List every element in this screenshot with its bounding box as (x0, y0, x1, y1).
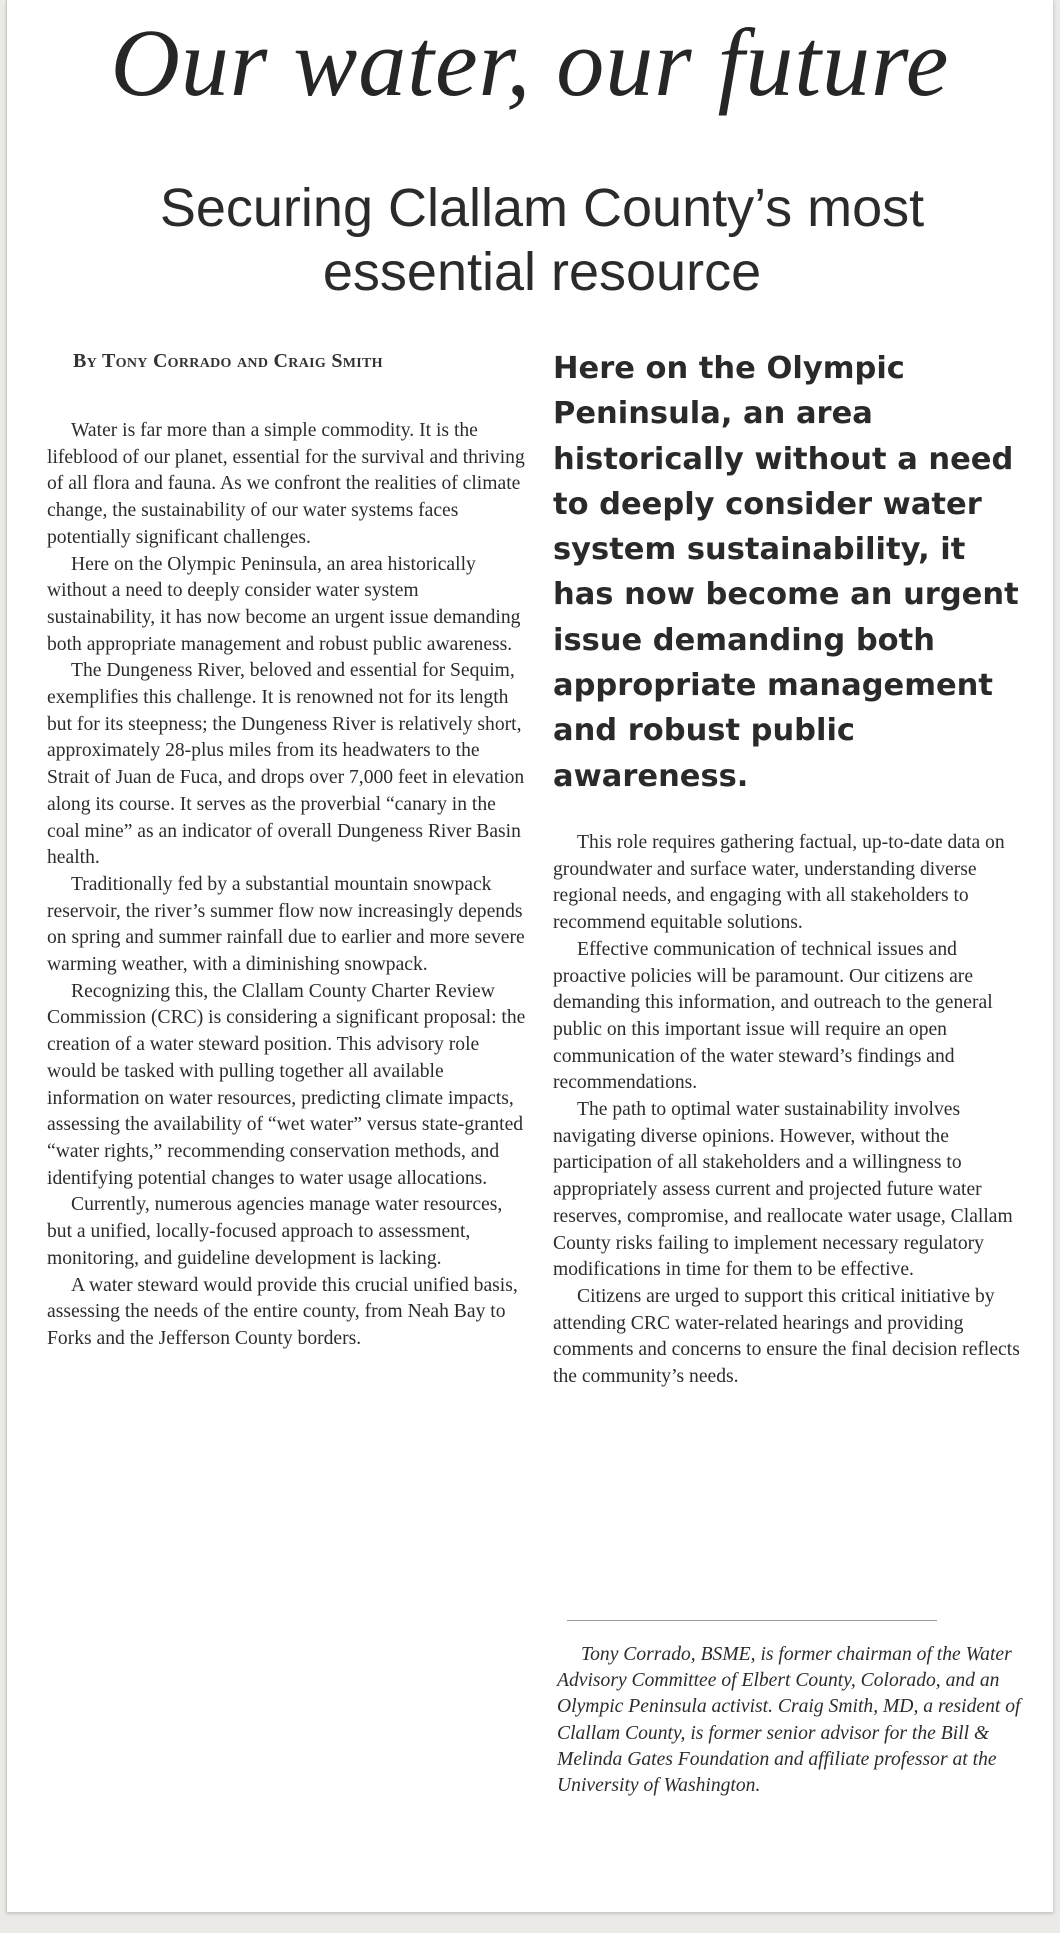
right-column (553, 830, 1028, 1391)
pull-quote: Here on the Olympic Peninsula, an area historically without a need to deeply consider water system sustainability, it has now become an urgent issue demanding both appropriate management and robust public awareness. (553, 351, 1019, 794)
paragraph: Water is far more than a simple commodity. It is the lifeblood of our planet, essential for the survival and thriving of all flora and fauna. As we confront the realities of climate change, the sustainability of our water systems faces potentially significant challenges. (47, 420, 525, 548)
paragraph: The path to optimal water sustainability involves navigating diverse opinions. However, without the participation of all stakeholders and a willingness to appropriately assess current and projected future water reserves, compromise, and reallocate water usage, Clallam County risks failing to implement necessary regulatory modifications in time for them to be effective. (553, 1099, 1013, 1281)
bio-divider (567, 1620, 937, 1621)
subheadline: Securing Clallam County’s most essential resource (159, 178, 925, 302)
newspaper-page (6, 0, 1054, 1912)
paragraph: Currently, numerous agencies manage water resources, but a unified, locally-focused approach to assessment, monitoring, and guideline development is lacking. (47, 1194, 503, 1269)
paragraph: Traditionally fed by a substantial mountain snowpack reservoir, the river’s summer flow now increasingly depends on spring and summer rainfall due to earlier and more severe warming weather, with a diminishing snowpack. (47, 873, 525, 976)
paragraph: A water steward would provide this crucial unified basis, assessing the needs of the entire county, from Neah Bay to Forks and the Jefferson County borders. (47, 1274, 518, 1349)
paragraph: Recognizing this, the Clallam County Charter Review Commission (CRC) is considering a significant proposal: the creation of a water steward position. This advisory role would be tasked with pulling together all available information on water resources, predicting climate impacts, assessing the availability of “wet water” versus state-granted “water rights,” recommending conservation methods, and identifying potential changes to water usage allocations. (47, 980, 526, 1189)
paragraph: Here on the Olympic Peninsula, an area historically without a need to deeply consider water system sustainability, it has now become an urgent issue demanding both appropriate management and robust public awareness. (47, 553, 521, 655)
paragraph: The Dungeness River, beloved and essential for Sequim, exemplifies this challenge. It is renowned not for its length but for its steepness; the Dungeness River is relatively short, approximately 28-plus miles from its headwaters to the Strait of Juan de Fuca, and drops over 7,000 feet in elevation along its course. It serves as the proverbial “canary in the coal mine” as an indicator of overall Dungeness River Basin health. (47, 660, 525, 869)
byline: By Tony Corrado and Craig Smith (73, 350, 383, 372)
paragraph: This role requires gathering factual, up-to-date data on groundwater and surface water, understanding diverse regional needs, and engaging with all stakeholders to recommend equitable solutions. (553, 832, 1005, 934)
left-column (47, 418, 526, 1353)
headline: Our water, our future (110, 9, 950, 116)
author-bio: Tony Corrado, BSME, is former chairman of the Water Advisory Committee of Elbert County, Colorado, and an Olympic Peninsula activist. Craig Smith, MD, a resident of Clallam County, is former senior advisor for the Bill & Melinda Gates Foundation and affiliate professor at the University of Washington. (557, 1644, 1021, 1797)
paragraph: Effective communication of technical issues and proactive policies will be paramount. Our citizens are demanding this information, and outreach to the general public on this important issue will require an open communication of the water steward’s findings and recommendations. (553, 938, 993, 1094)
paragraph: Citizens are urged to support this critical initiative by attending CRC water-related hearings and providing comments and concerns to ensure the final decision reflects the community’s needs. (553, 1285, 1020, 1388)
